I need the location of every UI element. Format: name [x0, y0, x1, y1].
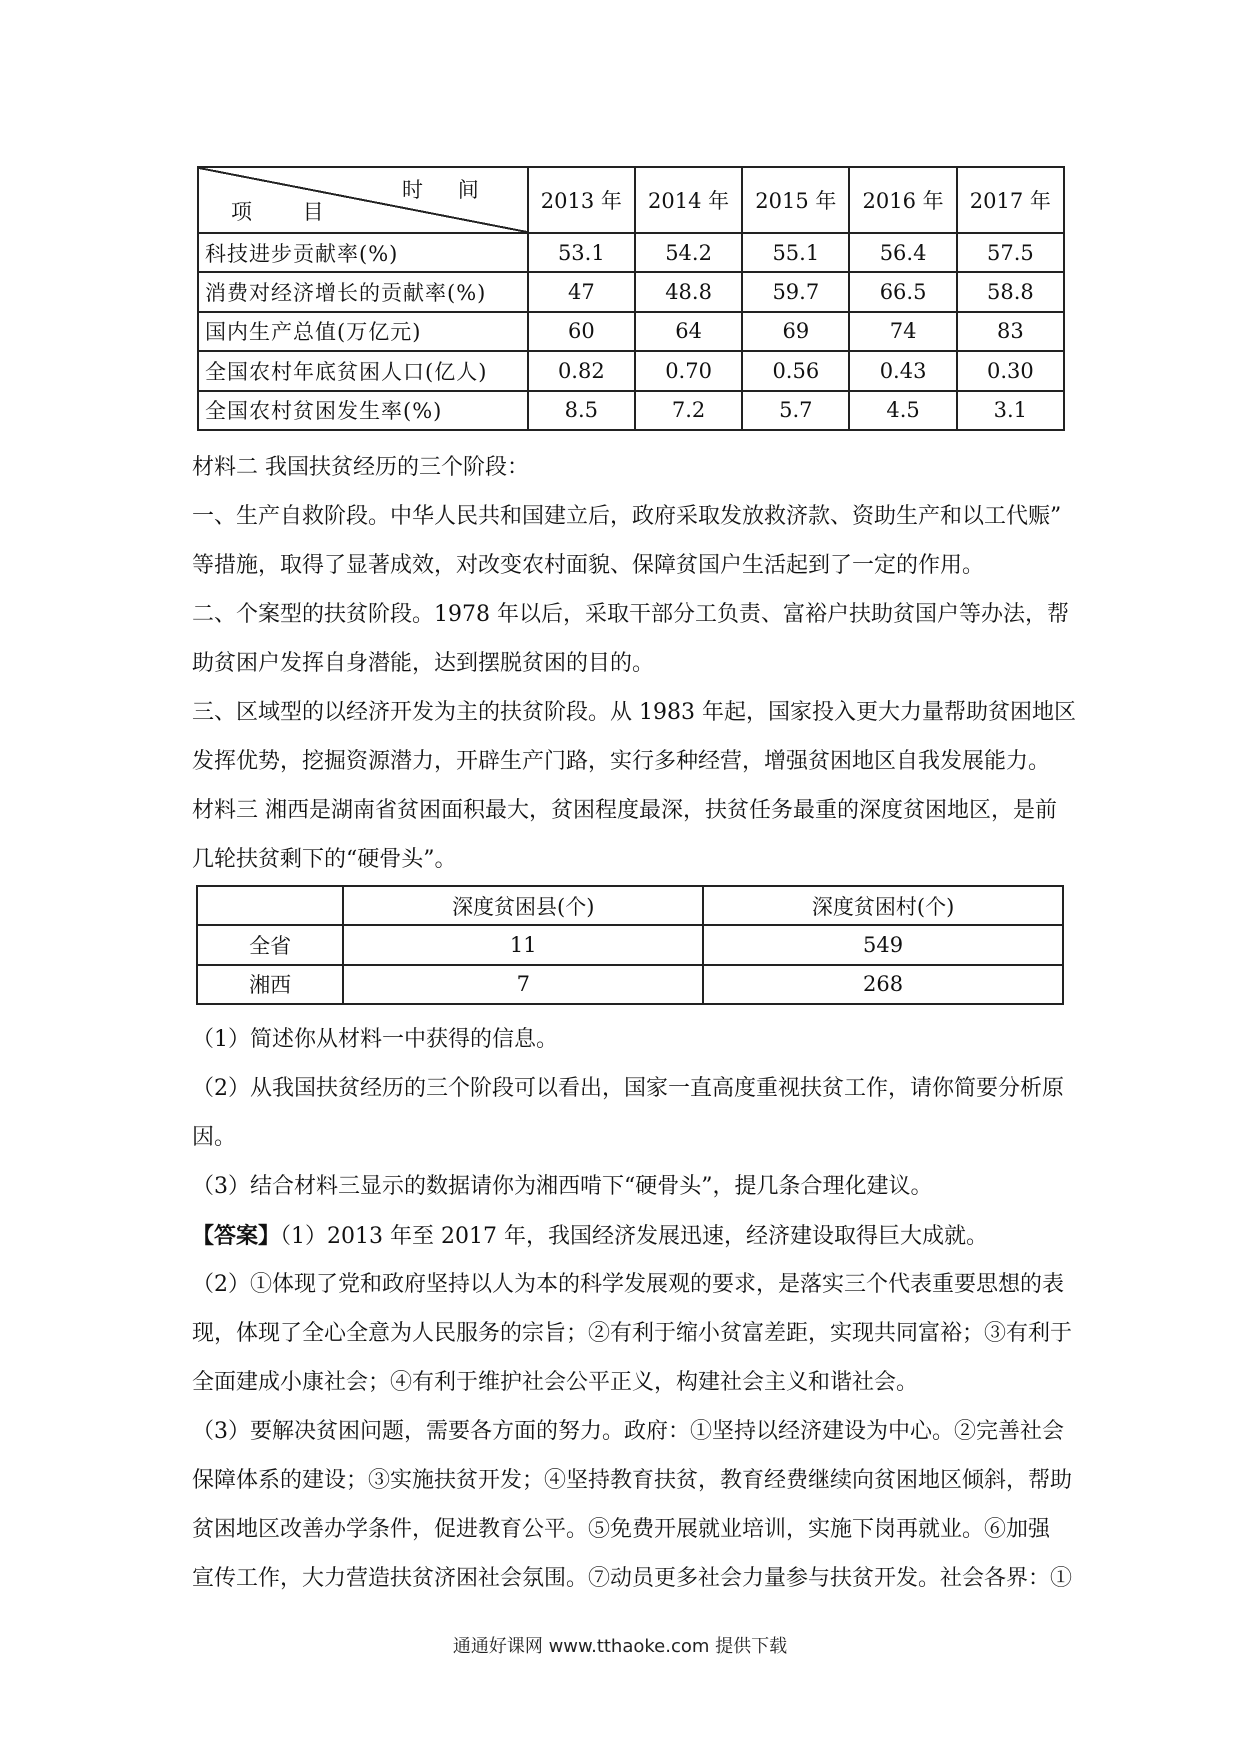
- table-cell: 268: [703, 965, 1063, 1004]
- table-row: [197, 925, 1063, 964]
- answer-2-line-3: 全面建成小康社会；④有利于维护社会公平正义，构建社会主义和谐社会。: [192, 1370, 919, 1395]
- answer-3-line-2: 保障体系的建设；③实施扶贫开发；④坚持教育扶贫，教育经费继续向贫困地区倾斜，帮助: [192, 1468, 1073, 1493]
- table-cell: 59.7: [742, 272, 849, 311]
- answer-3-line-4: 宣传工作，大力营造扶贫济困社会氛围。⑦动员更多社会力量参与扶贫开发。社会各界：①: [192, 1566, 1073, 1591]
- table-cell: 83: [957, 312, 1064, 351]
- table-cell: 74: [849, 312, 956, 351]
- table-row: [198, 312, 1064, 351]
- empty-header-cell: [197, 886, 343, 925]
- question-2-line-1: （2）从我国扶贫经历的三个阶段可以看出，国家一直高度重视扶贫工作，请你简要分析原: [192, 1076, 1065, 1101]
- table-cell: 0.30: [957, 351, 1064, 390]
- table-header-row: [197, 886, 1063, 925]
- answer-label: 【答案】: [192, 1223, 281, 1249]
- year-header: 2016 年: [849, 167, 956, 233]
- stage-one-line-1: 一、生产自救阶段。中华人民共和国建立后，政府采取发放救济款、资助生产和以工代赈”: [192, 504, 1062, 529]
- table-cell: 54.2: [635, 233, 742, 272]
- table-cell: 57.5: [957, 233, 1064, 272]
- table-cell: 55.1: [742, 233, 849, 272]
- table-cell: 5.7: [742, 391, 849, 430]
- year-header: 2014 年: [635, 167, 742, 233]
- stage-two-line-2: 助贫困户发挥自身潜能，达到摆脱贫困的目的。: [192, 651, 655, 676]
- answer-1-text: （1）2013 年至 2017 年，我国经济发展迅速，经济建设取得巨大成就。: [280, 1224, 988, 1249]
- footer-watermark: 通通好课网 www.tthaoke.com 提供下载: [452, 1636, 788, 1657]
- poverty-table: [196, 885, 1064, 1005]
- table-cell: 47: [528, 272, 635, 311]
- year-header: 2017 年: [957, 167, 1064, 233]
- table-cell: 3.1: [957, 391, 1064, 430]
- table-cell: 0.56: [742, 351, 849, 390]
- table-cell: 8.5: [528, 391, 635, 430]
- stage-two-line-1: 二、个案型的扶贫阶段。1978 年以后，采取干部分工负责、富裕户扶助贫国户等办法，帮: [192, 602, 1069, 627]
- row-label: 全省: [197, 925, 343, 964]
- column-header: 深度贫困村(个): [703, 886, 1063, 925]
- stage-one-line-2: 等措施，取得了显著成效，对改变农村面貌、保障贫国户生活起到了一定的作用。: [192, 553, 985, 578]
- year-header: 2013 年: [528, 167, 635, 233]
- row-label: 国内生产总值(万亿元): [198, 312, 528, 351]
- answer-3-line-1: （3）要解决贫困问题，需要各方面的努力。政府：①坚持以经济建设为中心。②完善社会: [192, 1419, 1065, 1444]
- table-row: [197, 965, 1063, 1004]
- table-row: [198, 272, 1064, 311]
- table-row: [198, 233, 1064, 272]
- table-cell: 4.5: [849, 391, 956, 430]
- table-cell: 11: [343, 925, 703, 964]
- table-cell: 60: [528, 312, 635, 351]
- material-two-heading: 材料二 我国扶贫经历的三个阶段：: [192, 455, 529, 480]
- table-cell: 7.2: [635, 391, 742, 430]
- table-cell: 69: [742, 312, 849, 351]
- column-header: 深度贫困县(个): [343, 886, 703, 925]
- table-cell: 66.5: [849, 272, 956, 311]
- answer-2-line-2: 现，体现了全心全意为人民服务的宗旨；②有利于缩小贫富差距，实现共同富裕；③有利于: [192, 1321, 1073, 1346]
- table-row: [198, 391, 1064, 430]
- table-row: [198, 351, 1064, 390]
- row-label: 全国农村贫困发生率(%): [198, 391, 528, 430]
- row-label: 全国农村年底贫困人口(亿人): [198, 351, 528, 390]
- question-1: （1）简述你从材料一中获得的信息。: [192, 1027, 558, 1052]
- statistics-table: [197, 166, 1065, 431]
- table-cell: 0.82: [528, 351, 635, 390]
- table-header-row: [198, 167, 1064, 233]
- material-three-line-1: 材料三 湘西是湖南省贫困面积最大，贫困程度最深，扶贫任务最重的深度贫困地区，是前: [192, 798, 1057, 823]
- table-cell: 64: [635, 312, 742, 351]
- table-cell: 56.4: [849, 233, 956, 272]
- question-3: （3）结合材料三显示的数据请你为湘西啃下“硬骨头”，提几条合理化建议。: [192, 1174, 933, 1199]
- stage-three-line-2: 发挥优势，挖掘资源潜力，开辟生产门路，实行多种经营，增强贫困地区自我发展能力。: [192, 749, 1051, 774]
- table-cell: 48.8: [635, 272, 742, 311]
- answer-1: [192, 1211, 1062, 1262]
- year-header: 2015 年: [742, 167, 849, 233]
- answer-2-line-1: （2）①体现了党和政府坚持以人为本的科学发展观的要求，是落实三个代表重要思想的表: [192, 1272, 1065, 1297]
- row-label: 科技进步贡献率(%): [198, 233, 528, 272]
- header-item-label: 项 目: [231, 200, 346, 224]
- table-cell: 7: [343, 965, 703, 1004]
- header-time-label: 时 间: [402, 178, 493, 202]
- answer-3-line-3: 贫困地区改善办学条件，促进教育公平。⑤免费开展就业培训，实施下岗再就业。⑥加强: [192, 1517, 1051, 1542]
- table-cell: 58.8: [957, 272, 1064, 311]
- table-cell: 549: [703, 925, 1063, 964]
- diagonal-header-cell: [198, 167, 528, 233]
- row-label: 消费对经济增长的贡献率(%): [198, 272, 528, 311]
- row-label: 湘西: [197, 965, 343, 1004]
- table-cell: 53.1: [528, 233, 635, 272]
- table-cell: 0.43: [849, 351, 956, 390]
- stage-three-line-1: 三、区域型的以经济开发为主的扶贫阶段。从 1983 年起，国家投入更大力量帮助贫困地区: [192, 700, 1076, 725]
- material-three-line-2: 几轮扶贫剩下的“硬骨头”。: [192, 847, 457, 872]
- question-2-line-2: 因。: [192, 1125, 237, 1150]
- table-cell: 0.70: [635, 351, 742, 390]
